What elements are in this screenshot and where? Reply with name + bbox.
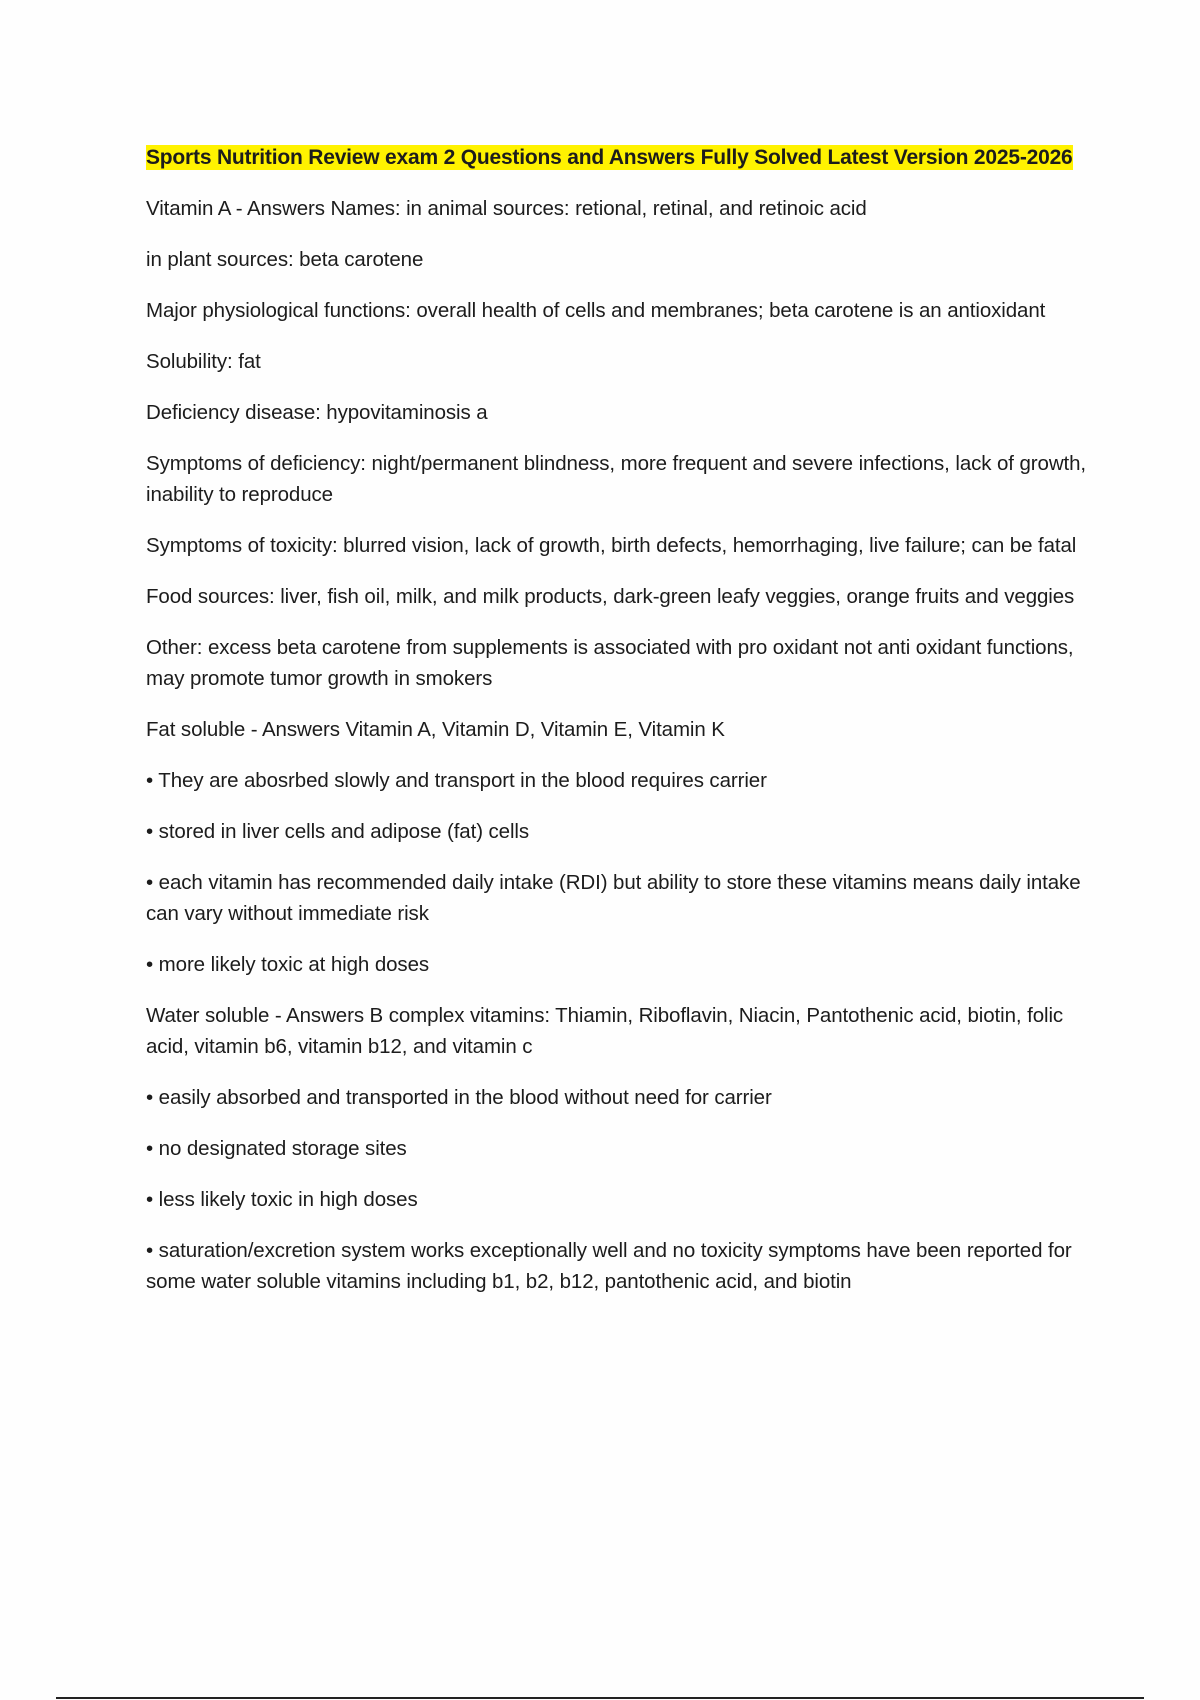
bullet-saturation-excretion: • saturation/excretion system works exceptionally well and no toxicity symptoms have been reported for some water soluble vitamins including b1, b2, b12, pantothenic acid, and biotin xyxy=(146,1239,1072,1293)
bullet-no-storage-sites: • no designated storage sites xyxy=(146,1137,407,1160)
paragraph-other: Other: excess beta carotene from supplements is associated with pro oxidant not anti oxidant functions, may promote tumor growth in smokers xyxy=(146,636,1074,690)
paragraph-plant-sources: in plant sources: beta carotene xyxy=(146,248,424,271)
document-title xyxy=(146,142,1096,173)
paragraph-deficiency-disease: Deficiency disease: hypovitaminosis a xyxy=(146,401,488,424)
highlighted-title-text: Sports Nutrition Review exam 2 Questions and Answers Fully Solved Latest Version 2025-2026 xyxy=(146,146,1073,169)
page-bottom-rule xyxy=(56,1697,1144,1699)
bullet-absorbed-slowly: • They are abosrbed slowly and transport in the blood requires carrier xyxy=(146,769,767,792)
bullet-toxic-high-doses: • more likely toxic at high doses xyxy=(146,953,430,976)
bullet-stored-in-liver: • stored in liver cells and adipose (fat) cells xyxy=(146,820,530,843)
paragraph-vitamin-a: Vitamin A - Answers Names: in animal sources: retional, retinal, and retinoic acid xyxy=(146,197,867,220)
paragraph-physiological-functions: Major physiological functions: overall health of cells and membranes; beta carotene is an antioxidant xyxy=(146,299,1046,322)
paragraph-food-sources: Food sources: liver, fish oil, milk, and milk products, dark-green leafy veggies, orange fruits and veggies xyxy=(146,585,1075,608)
document-body xyxy=(146,142,1096,1317)
paragraph-toxicity-symptoms: Symptoms of toxicity: blurred vision, lack of growth, birth defects, hemorrhaging, live failure; can be fatal xyxy=(146,534,1077,557)
paragraph-water-soluble: Water soluble - Answers B complex vitamins: Thiamin, Riboflavin, Niacin, Pantothenic acid, biotin, folic acid, vitamin b6, vitamin b12, and vitamin c xyxy=(146,1004,1064,1058)
bullet-less-toxic: • less likely toxic in high doses xyxy=(146,1188,418,1211)
paragraph-deficiency-symptoms: Symptoms of deficiency: night/permanent blindness, more frequent and severe infections, lack of growth, inability to reproduce xyxy=(146,452,1087,506)
paragraph-solubility: Solubility: fat xyxy=(146,350,261,373)
paragraph-fat-soluble: Fat soluble - Answers Vitamin A, Vitamin D, Vitamin E, Vitamin K xyxy=(146,718,725,741)
bullet-recommended-intake: • each vitamin has recommended daily intake (RDI) but ability to store these vitamins means daily intake can vary without immediate risk xyxy=(146,871,1081,925)
bullet-easily-absorbed: • easily absorbed and transported in the blood without need for carrier xyxy=(146,1086,772,1109)
